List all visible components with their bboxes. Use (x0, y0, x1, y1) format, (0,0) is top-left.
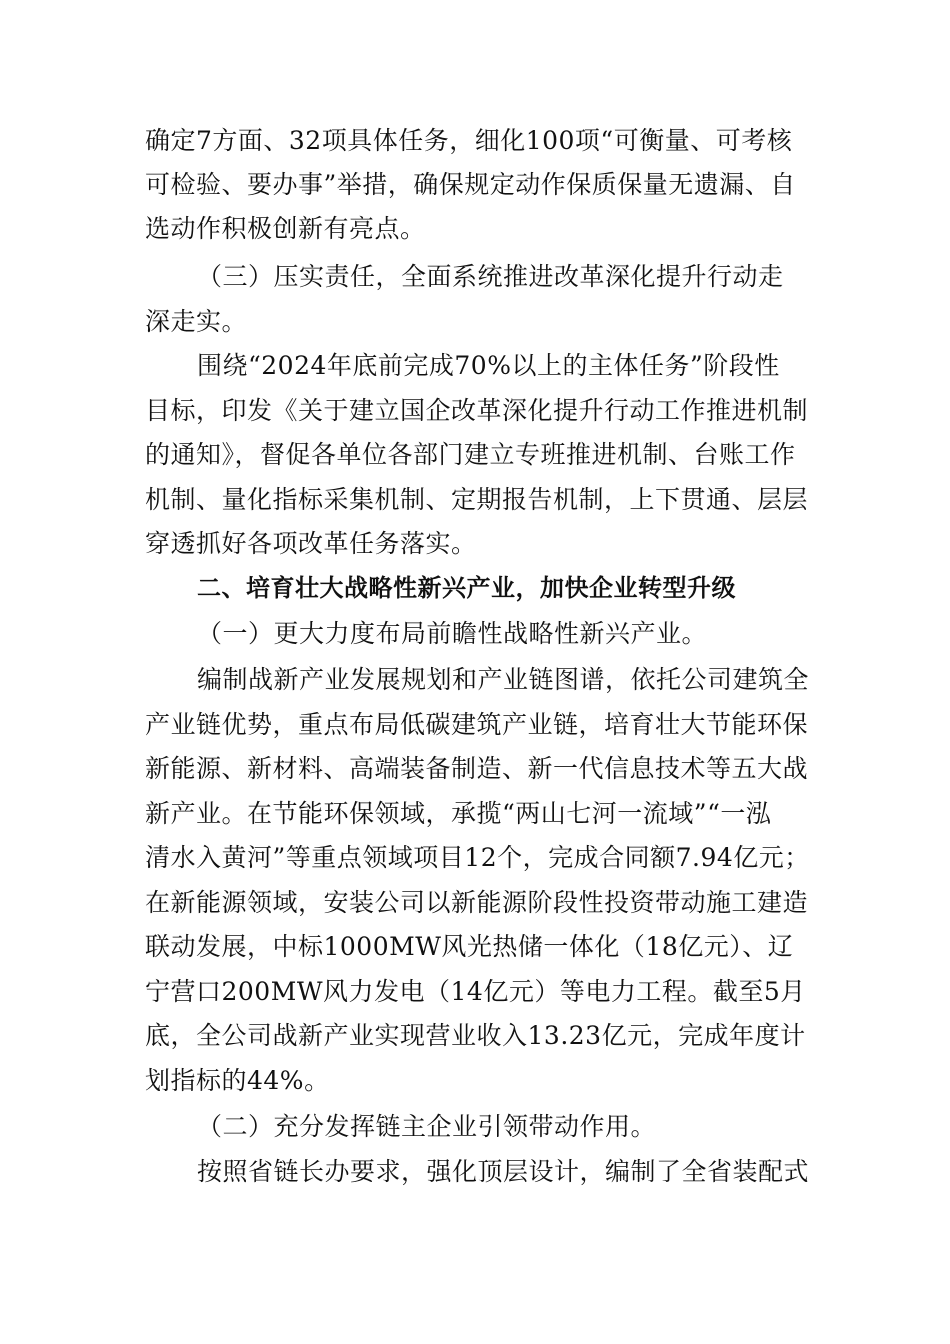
paragraph-line: 联动发展，中标1000MW风光热储一体化（18亿元）、辽 (145, 932, 794, 961)
paragraph-line: 在新能源领域，安装公司以新能源阶段性投资带动施工建造 (145, 888, 809, 917)
paragraph-line: 的通知》，督促各单位各部门建立专班推进机制、台账工作 (145, 440, 796, 469)
paragraph-line: 清水入黄河”等重点领域项目12个，完成合同额7.94亿元； (145, 843, 810, 872)
paragraph-line: 产业链优势，重点布局低碳建筑产业链，培育壮大节能环保 (145, 710, 809, 739)
paragraph-line: 编制战新产业发展规划和产业链图谱，依托公司建筑全 (197, 665, 810, 694)
paragraph-line: 穿透抓好各项改革任务落实。 (145, 529, 477, 558)
paragraph-line: 选动作积极创新有亮点。 (145, 214, 426, 243)
subsection-heading: （一）更大力度布局前瞻性战略性新兴产业。 (197, 619, 708, 648)
paragraph-line: 底，全公司战新产业实现营业收入13.23亿元，完成年度计 (145, 1021, 806, 1050)
subsection-heading-continued: 深走实。 (145, 307, 248, 336)
paragraph-line: 按照省链长办要求，强化顶层设计，编制了全省装配式 (197, 1157, 810, 1186)
paragraph-line: 新能源、新材料、高端装备制造、新一代信息技术等五大战 (145, 754, 809, 783)
subsection-heading: （二）充分发挥链主企业引领带动作用。 (197, 1112, 657, 1141)
paragraph-line: 宁营口200MW风力发电（14亿元）等电力工程。截至5月 (145, 977, 806, 1006)
paragraph-line: 可检验、要办事”举措，确保规定动作保质保量无遗漏、自 (145, 170, 796, 199)
section-heading: 二、培育壮大战略性新兴产业，加快企业转型升级 (197, 574, 736, 602)
paragraph-line: 围绕“2024年底前完成70%以上的主体任务”阶段性 (197, 351, 780, 380)
paragraph-line: 目标，印发《关于建立国企改革深化提升行动工作推进机制 (145, 396, 809, 425)
paragraph-line: 新产业。在节能环保领域，承揽“两山七河一流域”“一泓 (145, 799, 772, 828)
subsection-heading: （三）压实责任，全面系统推进改革深化提升行动走 (197, 262, 784, 291)
paragraph-line: 划指标的44%。 (145, 1066, 330, 1095)
paragraph-line: 确定7方面、32项具体任务，细化100项“可衡量、可考核 (145, 126, 793, 155)
paragraph-line: 机制、量化指标采集机制、定期报告机制，上下贯通、层层 (145, 485, 809, 514)
